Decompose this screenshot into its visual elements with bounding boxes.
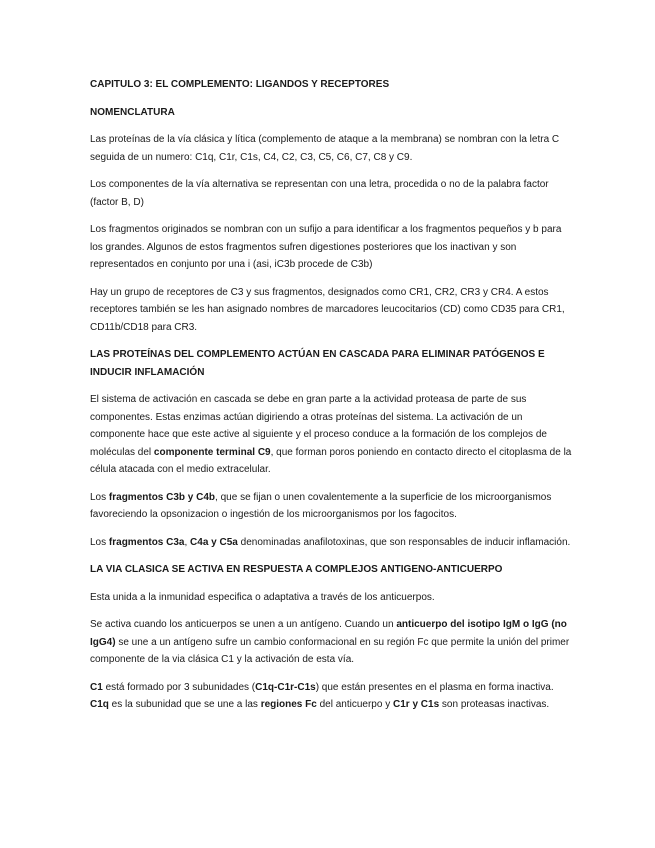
bold-term: C1q-C1r-C1s — [255, 681, 316, 693]
bold-term: C1r y C1s — [393, 699, 440, 710]
text-run: está formado por 3 subunidades ( — [102, 681, 256, 693]
bold-term: C1q — [90, 699, 109, 710]
text-run: ) que están presentes en el plasma en forma inactiva. — [315, 681, 554, 693]
paragraph-anaphylatoxins — [90, 534, 575, 552]
bold-term: fragmentos C3b y C4b — [108, 491, 216, 503]
text-run: denominadas anafilotoxinas, que son responsables de inducir inflamación. — [237, 536, 571, 548]
bold-term: C1 — [90, 681, 103, 693]
text-run: El sistema de activación en cascada se debe en gran parte a la actividad proteasa de parte de sus componentes. Estas enzimas actúan digiriendo a otras proteínas del sistema. La activación de un componente hace que este active al siguiente y el proceso conduce a la formación de los complejos de moléculas del — [90, 394, 547, 458]
paragraph-nomenclature-alternative: Los componentes de la vía alternativa se representan con una letra, procedida o no de la palabra factor (factor B, D) — [90, 179, 549, 208]
paragraph-activation — [90, 616, 575, 669]
paragraph-receptors: Hay un grupo de receptores de C3 y sus fragmentos, designados como CR1, CR2, CR3 y CR4. A estos receptores también se les han asignado nombres de marcadores leucocitarios (CD) como CD35 para CR1, CD11b/CD18 para CR3. — [90, 286, 565, 333]
paragraph-fragments: Los fragmentos originados se nombran con un sufijo a para identificar a los fragmentos pequeños y b para los grandes. Algunos de estos fragmentos sufren digestiones posteriores que los inactivan y son representados en conjunto por una i (asi, iC3b procede de C3b) — [90, 224, 562, 270]
text-run: Los — [90, 491, 109, 503]
text-run: son proteasas inactivas. — [439, 699, 550, 710]
section-heading-cascada: LAS PROTEÍNAS DEL COMPLEMENTO ACTÚAN EN CASCADA PARA ELIMINAR PATÓGENOS E INDUCIR INFLAMACIÓN — [90, 349, 545, 378]
paragraph-cascade — [90, 391, 575, 479]
paragraph-specific-immunity: Esta unida a la inmunidad especifica o adaptativa a través de los anticuerpos. — [90, 591, 435, 603]
bold-term: C4a y C5a — [190, 536, 238, 548]
paragraph-opsonization — [90, 489, 575, 524]
bold-term: fragmentos C3a — [108, 536, 185, 548]
text-run: Los — [90, 536, 109, 548]
text-run: se une a un antígeno sufre un cambio conformacional en su región Fc que permite la unión del primer componente de la via clásica C1 y la activación de esta vía. — [90, 636, 570, 665]
bold-term: regiones Fc — [260, 699, 317, 710]
paragraph-nomenclature-classic: Las proteínas de la vía clásica y lítica (complemento de ataque a la membrana) se nombran con la letra C seguida de un numero: C1q, C1r, C1s, C4, C2, C3, C5, C6, C7, C8 y C9. — [90, 134, 560, 163]
text-run: es la subunidad que se une a las — [108, 699, 261, 710]
text-run: Se activa cuando los anticuerpos se unen a un antígeno. Cuando un — [90, 619, 397, 630]
chapter-title: CAPITULO 3: EL COMPLEMENTO: LIGANDOS Y RECEPTORES — [90, 79, 390, 90]
text-run: del anticuerpo y — [316, 699, 393, 710]
bold-term: anticuerpo del isotipo IgM o IgG (no IgG4) — [90, 619, 567, 648]
text-run: , que se fijan o unen covalentemente a la superficie de los microorganismos favoreciendo la opsonizacion o ingestión de los microorganismos por los fagocitos. — [90, 491, 552, 520]
bold-term: componente terminal C9 — [153, 446, 271, 458]
section-heading-nomenclatura: NOMENCLATURA — [90, 106, 175, 118]
text-run: , que forman poros poniendo en contacto directo el citoplasma de la célula atacada con el medio extracelular. — [90, 446, 572, 475]
section-heading-via-clasica: LA VIA CLASICA SE ACTIVA EN RESPUESTA A COMPLEJOS ANTIGENO-ANTICUERPO — [90, 564, 503, 575]
paragraph-c1-subunits — [90, 679, 575, 714]
text-run: , — [184, 536, 191, 548]
